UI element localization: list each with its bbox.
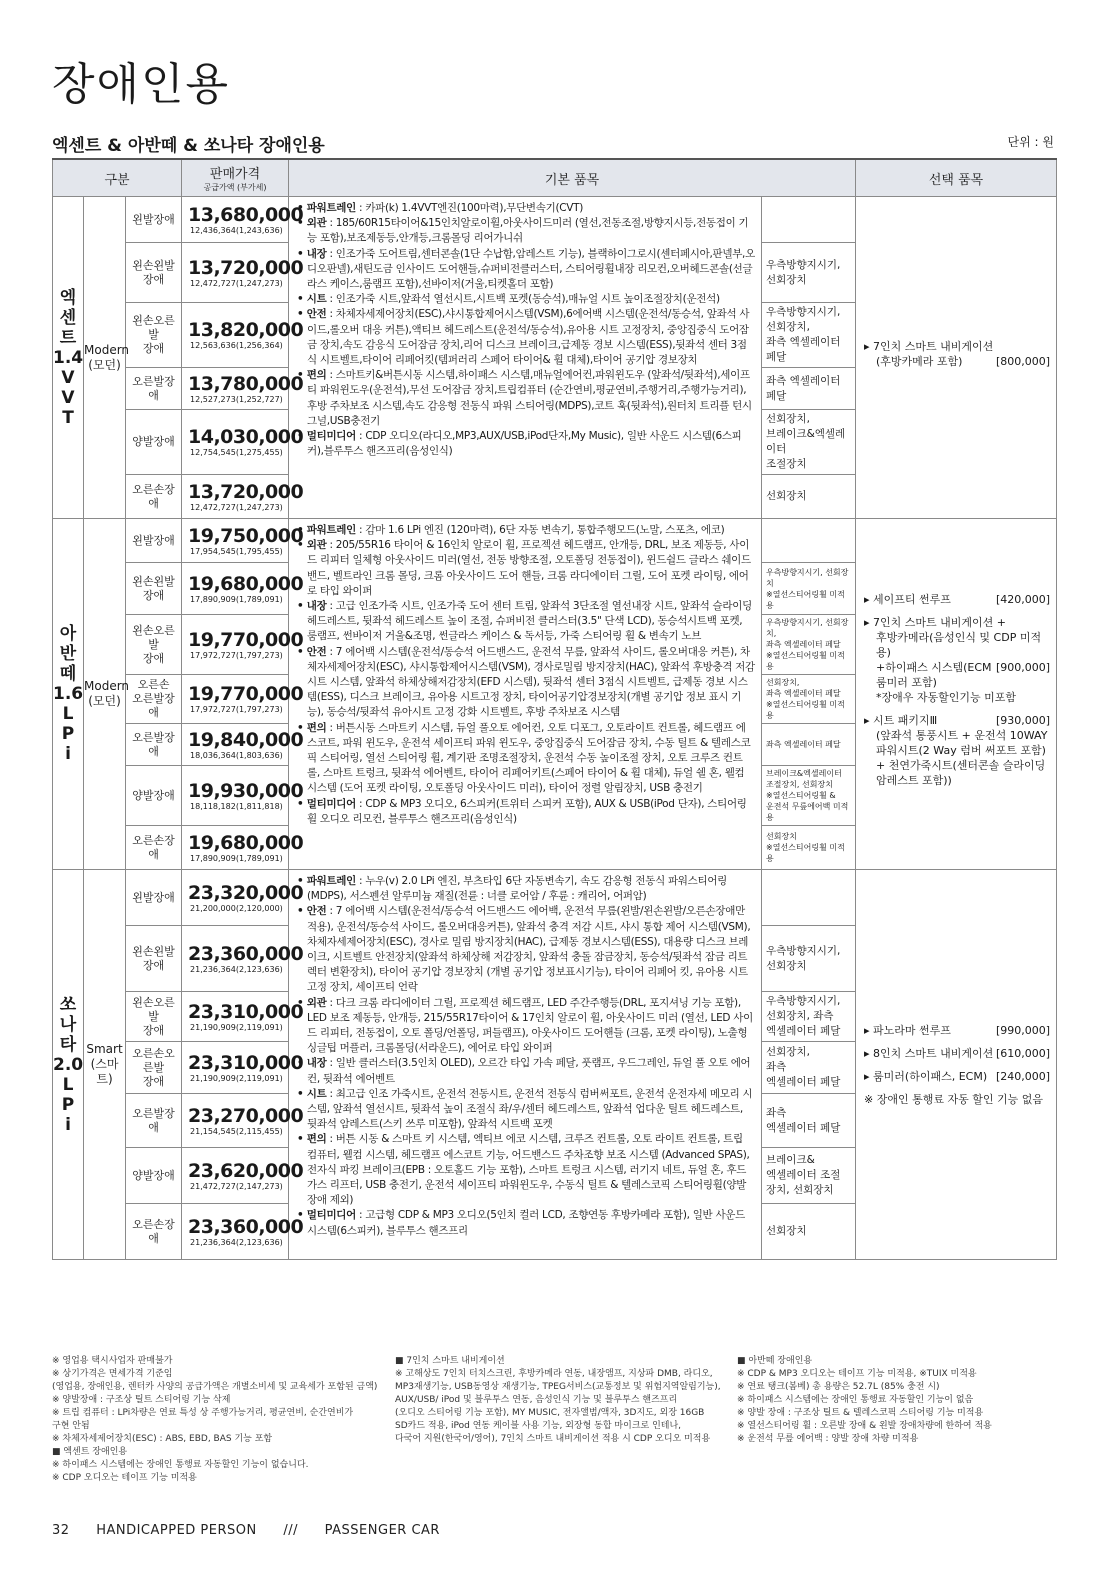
- supply-price: 12,754,545(1,275,455): [190, 448, 283, 457]
- basic-item: [297, 1056, 755, 1086]
- supply-price: 17,972,727(1,797,273): [190, 650, 283, 660]
- disability-type: 오른발장애: [126, 724, 182, 766]
- basic-item-value: : 감마 1.6 LPi 엔진 (120마력), 6단 자동 변속기, 통합주행모드(노말, 스포츠, 에코): [356, 524, 725, 536]
- option-name: ▸ 룸미러(하이패스, ECM): [864, 1069, 988, 1083]
- sale-price: 19,770,000: [188, 628, 304, 651]
- page-footer: [52, 1523, 462, 1538]
- basic-item-value: : CDP & MP3 오디오, 6스피커(트위터 스피커 포함), AUX & USB(iPod 단자), 스티어링 휠 오디오 리모컨, 블루투스 핸즈프리(음성인식): [307, 797, 747, 825]
- footnote-line: SD카드 적용, iPod 연동 케이블 사용 기능, 외장형 동합 마이크로 인테나,: [395, 1421, 682, 1431]
- price-cell: [182, 1094, 304, 1148]
- footer-sep: ///: [283, 1523, 299, 1538]
- basic-item-key: • 외관: [297, 996, 327, 1009]
- type-specific-items: [762, 519, 856, 563]
- option-price: [900,000]: [995, 661, 1051, 674]
- option-note: ※ 장애인 통행료 자동 할인 기능 없음: [864, 1092, 1043, 1106]
- page-title: 장애인용: [52, 59, 231, 110]
- supply-price: 12,472,727(1,247,273): [190, 502, 283, 512]
- option-name: ▸ 시트 패키지Ⅲ: [864, 714, 938, 727]
- footer-left: HANDICAPPED PERSON: [96, 1523, 257, 1538]
- basic-item-key: • 내장: [297, 600, 327, 613]
- page-number: 32: [52, 1523, 70, 1538]
- type-specific-items: 선회장치: [762, 1204, 856, 1260]
- header-basic: 기본 품목: [289, 159, 856, 197]
- footnote-line: ■ 엑센트 장애인용: [52, 1447, 128, 1457]
- price-cell: [182, 615, 304, 675]
- basic-item-value: : 7 에어백 시스템(운전석/동승석 어드밴스드 에어백, 운전석 무릎(왼발/왼손왼발/오른손장애만 적용), 운전석/동승석 사이드, 롤오버대응커튼), 앞좌석 충격 저감 시트, 샤시 통합 제어 시스템(VSM), 차체자세제어장치(ESC), 경사로 밀림 방지장치(HAC), 급제동 경보시스템(ESS), 대용량 디스크 브레이크, 시트벨트 안전장치(앞좌석 하체상해 저감장치, 앞좌석 충돌 잠금장치, 동승석/뒷좌석 잠금 리트렉터 변환장치), 타이어 공기압 경보장치 (개별 공기압 정보표시기능), 타이어 리페어 킷, 유아용 시트 고정 장치, 세이프티 언락: [307, 905, 751, 994]
- option-price: [420,000]: [995, 593, 1051, 606]
- sale-price: 19,680,000: [188, 831, 304, 854]
- footnote-line: ※ 상기가격은 면세가격 기준임: [52, 1369, 173, 1379]
- supply-price: 17,890,909(1,789,091): [190, 594, 283, 604]
- model-name: 아 반 떼 1.6 L P i: [53, 519, 84, 870]
- footnote-line: ※ 운전석 무릎 에어백 : 양발 장애 차량 미적용: [737, 1434, 919, 1444]
- basic-item-key: • 내장: [297, 247, 327, 260]
- option-price: [610,000]: [995, 1046, 1051, 1060]
- basic-item-value: : 카파(k) 1.4VVT엔진(100마력),무단변속기(CVT): [356, 202, 584, 214]
- price-cell: [182, 410, 304, 475]
- type-specific-items: 우측방향지시기, 선회장치: [762, 243, 856, 303]
- footnote-line: ※ 트립 컴퓨터 : LPi차량은 연료 특성 상 주행가능거리, 평균연비, 순간연비가: [52, 1408, 354, 1418]
- price-cell: [182, 243, 304, 303]
- price-cell: [182, 303, 304, 368]
- price-cell: [182, 1148, 304, 1204]
- footnote-line: ※ 연료 탱크(봄베) 총 용량은 52.7L (85% 충전 시): [737, 1382, 940, 1392]
- supply-price: 21,236,364(2,123,636): [190, 964, 283, 974]
- basic-items: [289, 870, 762, 1260]
- basic-item: [297, 599, 755, 645]
- basic-item-value: : 185/60R15타이어&15인치알로이휠,아웃사이드미러 (열선,전동조절,방향지시등,전동접이 기능 포함),보조제동등,안개등,크롬몰딩 리어가니쉬: [307, 217, 749, 245]
- basic-item-key: • 내장: [297, 1057, 327, 1070]
- sale-price: 19,840,000: [188, 728, 304, 751]
- basic-item: [297, 874, 755, 904]
- basic-item-value: : 다크 크롬 라디에이터 그릴, 프로젝션 헤드램프, LED 주간주행등(DRL, 포지셔닝 기능 포함), LED 보조 제동등, 안개등, 215/55R17타이어 & 17인치 알로이 휠, 아웃사이드 미러 (열선, LED 사이드 리피터, 전동접이, 오토 폴딩/언폴딩, 퍼들램프), 아웃사이드 도어핸들 (크롬, 포켓 라이팅), 노출형 싱글팁 머플러, 크롬몰딩(서라운드), 에어로 타입 와이퍼: [307, 996, 753, 1055]
- type-specific-items: 선회장치: [762, 475, 856, 519]
- basic-item: [297, 645, 755, 721]
- sale-price: 23,310,000: [188, 1051, 304, 1074]
- type-specific-items: 우측방향지시기, 선회장치, 좌측 엑셀레이터 페달: [762, 992, 856, 1042]
- disability-type: 왼손오른발 장애: [126, 303, 182, 368]
- basic-item-value: : 고급형 CDP & MP3 오디오(5인치 컬러 LCD, 조향연동 후방카메라 포함), 일반 사운드 시스템(6스피커), 블루투스 핸즈프리: [307, 1209, 745, 1237]
- type-specific-items: 좌측 엑셀레이터 페달: [762, 1094, 856, 1148]
- basic-item-key: • 멀티미디어: [297, 797, 356, 810]
- type-specific-items: 브레이크&엑셀레이터 조절장치, 선회장치 ※열선스티어링휠 & 운전석 무릎에어백 미적용: [762, 766, 856, 826]
- basic-item-key: • 외관: [297, 539, 327, 552]
- basic-item: [297, 1132, 755, 1208]
- basic-item-key: • 편의: [297, 369, 327, 382]
- supply-price: 12,436,364(1,243,636): [190, 225, 283, 235]
- basic-item-value: : 스마트키&버튼시동 시스템,하이패스 시스템,매뉴얼에어컨,파워윈도우 (앞좌석/뒷좌석),세이프티 파워윈도우(운전석),무선 도어잠금 장치,트립컴퓨터 (순간연비,평균연비,주행거리,주행가능거리),후방 주차보조 시스템,속도 감응형 전동식 파워 스티어링(MDPS),코트 훅(뒷좌석),원터치 트리플 턴시그널,USB충전기: [307, 369, 752, 427]
- basic-item-value: : 일반 클러스터(3.5인치 OLED), 오르간 타입 가속 페달, 풋램프, 우드그레인, 듀얼 풀 오토 에어컨, 뒷좌석 에어벤트: [307, 1057, 751, 1085]
- option-name: ▸ 7인치 스마트 내비게이션 +: [864, 616, 1006, 629]
- basic-item: [297, 523, 755, 538]
- supply-price: 12,472,727(1,247,273): [190, 278, 283, 288]
- price-cell: [182, 519, 304, 563]
- footnote-line: 다국어 지원(한국어/영어), 7인치 스마트 내비게이션 적용 시 CDP 오디오 미적용: [395, 1434, 711, 1444]
- basic-item-value: : 누우(v) 2.0 LPi 엔진, 부츠타입 6단 자동변속기, 속도 감응형 전동식 파워스티어링(MDPS), 서스펜션 알루미늄 재질(전륜 : 너클 로어암 / 후륜 : 캐리어, 어퍼암): [307, 875, 728, 903]
- sale-price: 23,360,000: [188, 942, 304, 965]
- header-price: [182, 159, 289, 197]
- basic-item: [297, 797, 755, 827]
- footnote-line: AUX/USB/ iPod 및 블루투스 연동, 음성인식 기능 및 블루투스 핸즈프리: [395, 1395, 678, 1405]
- disability-type: 양발장애: [126, 410, 182, 475]
- basic-item-key: • 편의: [297, 721, 327, 734]
- footnote-line: (영업용, 장애인용, 렌터카 사양의 공급가액은 개별소비세 및 교육세가 포함된 금액): [52, 1382, 378, 1392]
- table-body: [53, 197, 1057, 1260]
- trim-name: Modern (모던): [84, 197, 126, 519]
- sale-price: 13,680,000: [188, 203, 304, 226]
- basic-item-key: • 파워트레인: [297, 524, 356, 536]
- header-option: 선택 품목: [856, 159, 1057, 197]
- sale-price: 23,620,000: [188, 1159, 304, 1182]
- supply-price: 18,118,182(1,811,818): [190, 801, 283, 811]
- basic-item: [297, 538, 755, 599]
- supply-price: 21,190,909(2,119,091): [190, 1073, 283, 1083]
- option-row: [864, 1069, 1050, 1084]
- section-title: 엑센트 & 아반떼 & 쏘나타 장애인용: [52, 136, 325, 156]
- basic-item-key: • 안전: [297, 905, 327, 918]
- optional-items: [856, 870, 1057, 1260]
- basic-item: [297, 201, 755, 216]
- basic-item-value: : 버튼시동 스마트키 시스템, 듀얼 풀오토 에어컨, 오토 디포그, 오토라이트 컨트롤, 헤드램프 에스코트, 파워 윈도우, 운전석 세이프티 파워 윈도우, 중앙집중식 도어잠금 장치, 수동 틸트 & 텔레스코픽 스티어링, 열선 스티어링 휠, 계기판 조명조절장치, 운전석 수동 높이조절 장치, 오토 크루즈 컨트롤, 스마트 트렁크, 뒷좌석 에어벤트, 타이어 리페어키트(스페어 타이어 & 휠 대체), 듀얼 쉘 혼, 웰컴 시스템 (도어 포켓 라이팅, 오토폴딩 아웃사이드 미러), 타이어 정렬 알림장치, USB 충전기: [307, 721, 751, 795]
- disability-type: 오른손장애: [126, 1204, 182, 1260]
- basic-item-value: : 버튼 시동 & 스마트 키 시스템, 엑티브 에코 시스템, 크루즈 컨트롤, 오토 라이트 컨트롤, 트립 컴퓨터, 웰컴 시스템, 헤드램프 에스코트 기능, 어드밴스드 주차조향 보조 시스템 (Advanced SPAS), 전자식 파킹 브레이크(EPB : 오토홀드 기능 포함), 스마트 트렁크 시스템, 러기지 네트, 듀얼 혼, 후드 가스 리프터, USB 충전기, 운전석 세이프티 파워윈도우, 수동식 틸트 & 텔레스코픽 스티어링휠(양발 장애 제외): [307, 1133, 750, 1207]
- table-row: [53, 197, 1057, 243]
- basic-items: [289, 197, 762, 519]
- footnote-line: ※ 고해상도 7인치 터치스크린, 후방카메라 연동, 내장앰프, 지상파 DMB, 라디오,: [395, 1369, 713, 1379]
- basic-item: [297, 429, 755, 459]
- basic-item: [297, 247, 755, 293]
- price-cell: [182, 675, 304, 724]
- price-table: [52, 158, 1057, 1260]
- footnote-line: ※ CDP & MP3 오디오는 테이프 기능 미적용, ※TUIX 미적용: [737, 1369, 977, 1379]
- basic-item-key: • 멀티미디어: [297, 1209, 356, 1222]
- option-price: [990,000]: [995, 1023, 1051, 1037]
- footnotes-col3: [737, 1355, 1067, 1446]
- footnote-line: 구현 안됨: [52, 1421, 90, 1431]
- unit-label: 단위 : 원: [1007, 135, 1054, 149]
- footnote-line: ※ 열선스티어링 휠 : 오른발 장애 & 왼발 장애차량에 한하여 적용: [737, 1421, 992, 1431]
- disability-type: 왼손왼발장애: [126, 563, 182, 615]
- basic-item: [297, 721, 755, 797]
- price-cell: [182, 368, 304, 410]
- basic-items: [289, 519, 762, 870]
- option-name: ▸ 7인치 스마트 내비게이션: [864, 339, 994, 353]
- type-specific-items: 선회장치, 좌측 엑셀레이터 페달: [762, 1042, 856, 1094]
- price-cell: [182, 1042, 304, 1094]
- disability-type: 양발장애: [126, 1148, 182, 1204]
- footnote-line: ※ CDP 오디오는 테이프 기능 미적용: [52, 1473, 197, 1483]
- disability-type: 왼손오른발 장애: [126, 615, 182, 675]
- option-row-cont: [864, 630, 1050, 660]
- option-price: [800,000]: [995, 354, 1051, 368]
- price-cell: [182, 1204, 304, 1260]
- basic-item-key: • 안전: [297, 308, 327, 321]
- supply-price: 12,563,636(1,256,364): [190, 341, 283, 350]
- basic-item: [297, 216, 755, 246]
- type-specific-items: 우측방향지시기, 선회장치: [762, 926, 856, 992]
- disability-type: 오른손장애: [126, 475, 182, 519]
- sale-price: 19,750,000: [188, 524, 304, 547]
- basic-item-value: : 인조가죽 도어트림,센터콘솔(1단 수납함,암레스트 기능), 블랙하이그로시(센터페시아,판넬부,오디오판넬),새틴도금 인사이드 도어핸들,슈퍼비전클러스터, 스티어링휠내장 리모컨,오버헤드콘솔(선글라스 케이스,룸램프 포함),선바이저(거울,티켓홀더 포함): [307, 247, 755, 291]
- option-row: [864, 592, 1050, 607]
- model-name: 엑 센 트 1.4 V V T: [53, 197, 84, 519]
- supply-price: 17,972,727(1,797,273): [190, 705, 283, 714]
- option-name-cont: 후방카메라(음성인식 및 CDP 미적용): [876, 631, 1042, 659]
- header-price-sub: 공급가액 (부가세): [203, 183, 267, 192]
- footnote-line: ※ 양발장애 : 구조상 틸트 스티어링 기능 삭제: [52, 1395, 231, 1405]
- basic-item-key: • 편의: [297, 1133, 327, 1146]
- sale-price: 13,780,000: [188, 372, 304, 395]
- footnote-line: ※ 하이패스 시스템에는 장애인 통행료 자동할인 기능이 없음: [737, 1395, 974, 1405]
- option-row: [864, 339, 1050, 354]
- price-cell: [182, 926, 304, 992]
- footnote-line: ■ 아반떼 장애인용: [737, 1356, 813, 1366]
- type-specific-items: 우측방향지시기, 선회장치, 좌측 엑셀레이터 페달: [762, 303, 856, 368]
- price-cell: [182, 563, 304, 615]
- supply-price: 21,472,727(2,147,273): [190, 1181, 283, 1191]
- footnote-line: ■ 7인치 스마트 내비게이션: [395, 1356, 505, 1366]
- type-specific-items: 선회장치, 좌측 엑셀레이터 페달 ※열선스티어링휠 미적용: [762, 675, 856, 724]
- basic-item: [297, 904, 755, 995]
- supply-price: 12,527,273(1,252,727): [190, 394, 283, 404]
- price-cell: [182, 992, 304, 1042]
- basic-item-key: • 외관: [297, 217, 327, 230]
- supply-price: 21,236,364(2,123,636): [190, 1237, 283, 1247]
- footnote-line: ※ 양발 장애 : 구조상 틸트 & 텔레스코픽 스티어링 기능 미적용: [737, 1408, 984, 1418]
- sale-price: 23,310,000: [188, 1000, 304, 1023]
- basic-item-value: : 차체자세제어장치(ESC),샤시통합제어시스템(VSM),6에어백 시스템(운전석/동승석, 앞좌석 사이드,롤오버 대응 커튼),액티브 헤드레스트(운전석/동승석),유아용 시트 고정장치, 중앙집중식 도어잠금 장치,속도 감응식 도어잠금 장치,리어 디스크 브레이크,급제동 경보 시스템(ESS),뒷좌석 센터 3점식 시트벨트,타이어 리페어킷(템퍼러리 스페어 타이어& 휠 대체),타이어 공기압 경보장치: [307, 308, 750, 367]
- option-name-cont: (후방카메라 포함): [876, 354, 963, 368]
- sale-price: 23,270,000: [188, 1104, 304, 1127]
- option-row-cont: [864, 354, 1050, 369]
- sale-price: 13,720,000: [188, 256, 304, 279]
- type-specific-items: [762, 197, 856, 243]
- type-specific-items: 우측방향지시기, 선회장치, 좌측 엑셀레이터 페달 ※열선스티어링휠 미적용: [762, 615, 856, 675]
- option-row-cont: [864, 660, 1050, 690]
- basic-item: [297, 996, 755, 1057]
- basic-item-value: : 7 에어백 시스템(운전석/동승석 어드밴스드, 운전석 무릎, 앞좌석 사이드, 롤오버대응 커튼), 차체자세제어장치(ESC), 샤시통합제어시스템(VSM), 경사로밀림 방지장치(HAC), 앞좌석 후방충격 저감 시트 시스템, 앞좌석 하체상해저감장치(EFD 시스템), 뒷좌석 센터 3점식 시트벨트, 급제동 경보 시스템(ESS), 디스크 브레이크, 유아용 시트고정 장치, 타이어공기압경보장치(개별 공기압 정보 표시 기능), 동승석/뒷좌석 유아시트 고정 강화 시트벨트, 후방 주차보조 시스템: [307, 645, 755, 719]
- basic-item-value: : CDP 오디오(라디오,MP3,AUX/USB,iPod단자,My Music), 일반 사운드 시스템(6스피커),블루투스 핸즈프리(음성인식): [307, 430, 742, 458]
- table-row: [53, 519, 1057, 563]
- option-price: [240,000]: [995, 1069, 1051, 1083]
- type-specific-items: 브레이크& 엑셀레이터 조절 장치, 선회장치: [762, 1148, 856, 1204]
- table-row: [53, 870, 1057, 926]
- option-price: [930,000]: [995, 714, 1051, 727]
- trim-name: Modern (모던): [84, 519, 126, 870]
- sale-price: 14,030,000: [188, 426, 304, 448]
- basic-item: [297, 307, 755, 368]
- disability-type: 왼발장애: [126, 870, 182, 926]
- basic-item-key: • 시트: [297, 1087, 327, 1100]
- sale-price: 19,770,000: [188, 683, 304, 705]
- option-name: ▸ 8인치 스마트 내비게이션: [864, 1046, 994, 1060]
- option-note: (앞좌석 통풍시트 + 운전석 10WAY 파워시트(2 Way 럼버 써포트 포함) + 천연가죽시트(센터콘솔 슬라이딩 암레스트 포함)): [876, 729, 1048, 787]
- sale-price: 19,930,000: [188, 779, 304, 802]
- disability-type: 왼손왼발장애: [126, 243, 182, 303]
- basic-item: [297, 1087, 755, 1133]
- type-specific-items: 선회장치 ※열선스티어링휠 미적용: [762, 826, 856, 870]
- footnote-line: (오디오 스티어링 기능 포함), MY MUSIC, 전자앨범/액자, 3D지도, 외장 16GB: [395, 1408, 705, 1418]
- basic-item-key: • 멀티미디어: [297, 430, 356, 443]
- supply-price: 21,154,545(2,115,455): [190, 1126, 283, 1136]
- supply-price: 18,036,364(1,803,636): [190, 750, 283, 760]
- type-specific-items: 선회장치, 브레이크&엑셀레이터 조절장치: [762, 410, 856, 475]
- option-name: ▸ 세이프티 썬루프: [864, 593, 951, 606]
- disability-type: 왼손오른발 장애: [126, 992, 182, 1042]
- optional-items: [856, 197, 1057, 519]
- basic-item: [297, 1208, 755, 1238]
- type-specific-items: 우측방향지시기, 선회장치 ※열선스티어링휠 미적용: [762, 563, 856, 615]
- option-note: *장애우 자동할인기능 미포함: [876, 691, 1017, 704]
- footnote-line: ※ 영업용 택시사업자 판매불가: [52, 1356, 173, 1366]
- price-cell: [182, 475, 304, 519]
- footnote-line: ※ 차체자세제어장치(ESC) : ABS, EBD, BAS 기능 포함: [52, 1434, 273, 1444]
- disability-type: 오른발장애: [126, 368, 182, 410]
- option-row: [864, 713, 1050, 728]
- disability-type: 왼발장애: [126, 519, 182, 563]
- basic-item-value: : 인조가죽 시트,앞좌석 열선시트,시트백 포켓(동승석),매뉴얼 시트 높이조절장치(운전석): [326, 293, 720, 306]
- basic-item: [297, 368, 755, 429]
- disability-type: 오른발장애: [126, 1094, 182, 1148]
- basic-item-key: • 파워트레인: [297, 202, 356, 214]
- option-row: [864, 1023, 1050, 1038]
- disability-type: 오른손오른발 장애: [126, 1042, 182, 1094]
- footnote-line: ※ 하이패스 시스템에는 장애인 통행료 자동할인 기능이 없습니다.: [52, 1460, 309, 1470]
- model-name: 쏘 나 타 2.0 L P i: [53, 870, 84, 1260]
- option-row: [864, 615, 1050, 630]
- price-cell: [182, 766, 304, 826]
- type-specific-items: [762, 870, 856, 926]
- basic-item: [297, 292, 755, 307]
- price-cell: [182, 724, 304, 766]
- footnotes-col2: [395, 1355, 725, 1446]
- option-name: ▸ 파노라마 썬루프: [864, 1023, 951, 1037]
- basic-item-key: • 안전: [297, 645, 327, 658]
- sale-price: 13,720,000: [188, 480, 304, 503]
- footnote-line: MP3재생기능, USB동영상 재생기능, TPEG서비스(교통정보 및 위험지역알림기능),: [395, 1382, 721, 1392]
- basic-item-value: : 고급 인조가죽 시트, 인조가죽 도어 센터 트림, 앞좌석 3단조절 열선내장 시트, 앞좌석 슬라이딩 헤드레스트, 뒷좌석 헤드레스트 높이 조절, 슈퍼비전 클러스터(3.5" 단색 LCD), 동승석시트백 포켓, 룸램프, 썬바이저 거울&조명, 썬글라스 케이스 & 독서등, 가죽 스티어링 휠 & 변속기 노브: [307, 600, 752, 643]
- sale-price: 23,360,000: [188, 1215, 304, 1238]
- header-category: 구분: [53, 159, 182, 197]
- basic-item-key: • 파워트레인: [297, 875, 356, 887]
- trim-name: Smart (스마트): [84, 870, 126, 1260]
- optional-items: [856, 519, 1057, 870]
- sale-price: 19,680,000: [188, 572, 304, 595]
- disability-type: 왼손왼발장애: [126, 926, 182, 992]
- price-cell: [182, 826, 304, 870]
- disability-type: 양발장애: [126, 766, 182, 826]
- supply-price: 17,954,545(1,795,455): [190, 546, 283, 556]
- footer-right: PASSENGER CAR: [324, 1523, 440, 1538]
- basic-item-key: • 시트: [297, 293, 327, 306]
- price-cell: [182, 870, 304, 926]
- type-specific-items: 좌측 엑셀레이터 페달: [762, 368, 856, 410]
- option-name-cont: +하이패스 시스템(ECM 룸미러 포함): [876, 661, 992, 689]
- price-cell: [182, 197, 304, 243]
- basic-item-value: : 최고급 인조 가죽시트, 운전석 전동시트, 운전석 전동식 럼버써포트, 운전석 운전자세 메모리 시스템, 앞좌석 열선시트, 뒷좌석 높이 조절식 좌/우/센터 헤드레스트, 앞좌석 업다운 틸트 헤드레스트, 뒷좌석 암레스트(스키 쓰루 미포함), 앞좌석 시트백 포켓: [307, 1087, 753, 1131]
- supply-price: 17,890,909(1,789,091): [190, 853, 283, 863]
- supply-price: 21,190,909(2,119,091): [190, 1022, 283, 1032]
- disability-type: 오른손장애: [126, 826, 182, 870]
- option-row: [864, 1046, 1050, 1061]
- header-price-main: 판매가격: [209, 167, 261, 182]
- disability-type: 오른손 오른발장애: [126, 675, 182, 724]
- supply-price: 21,200,000(2,120,000): [190, 903, 283, 913]
- disability-type: 왼발장애: [126, 197, 182, 243]
- sale-price: 23,320,000: [188, 881, 304, 904]
- footnotes-col1: [52, 1355, 382, 1485]
- type-specific-items: 좌측 엑셀레이터 페달: [762, 724, 856, 766]
- sale-price: 13,820,000: [188, 319, 304, 341]
- basic-item-value: : 205/55R16 타이어 & 16인치 알로이 휠, 프로젝션 헤드램프, 안개등, DRL, 보조 제동등, 사이드 리피터 일체형 아웃사이드 미러(열선, 전동 방향조절, 오토폴딩 전동접이), 윈드쉴드 글라스 쉐이드 밴드, 벨트라인 크롬 몰딩, 크롬 아웃사이드 도어 핸들, 크롬 라디에이터 그릴, 도어 포켓 라이팅, 에어로 타입 와이퍼: [307, 539, 751, 597]
